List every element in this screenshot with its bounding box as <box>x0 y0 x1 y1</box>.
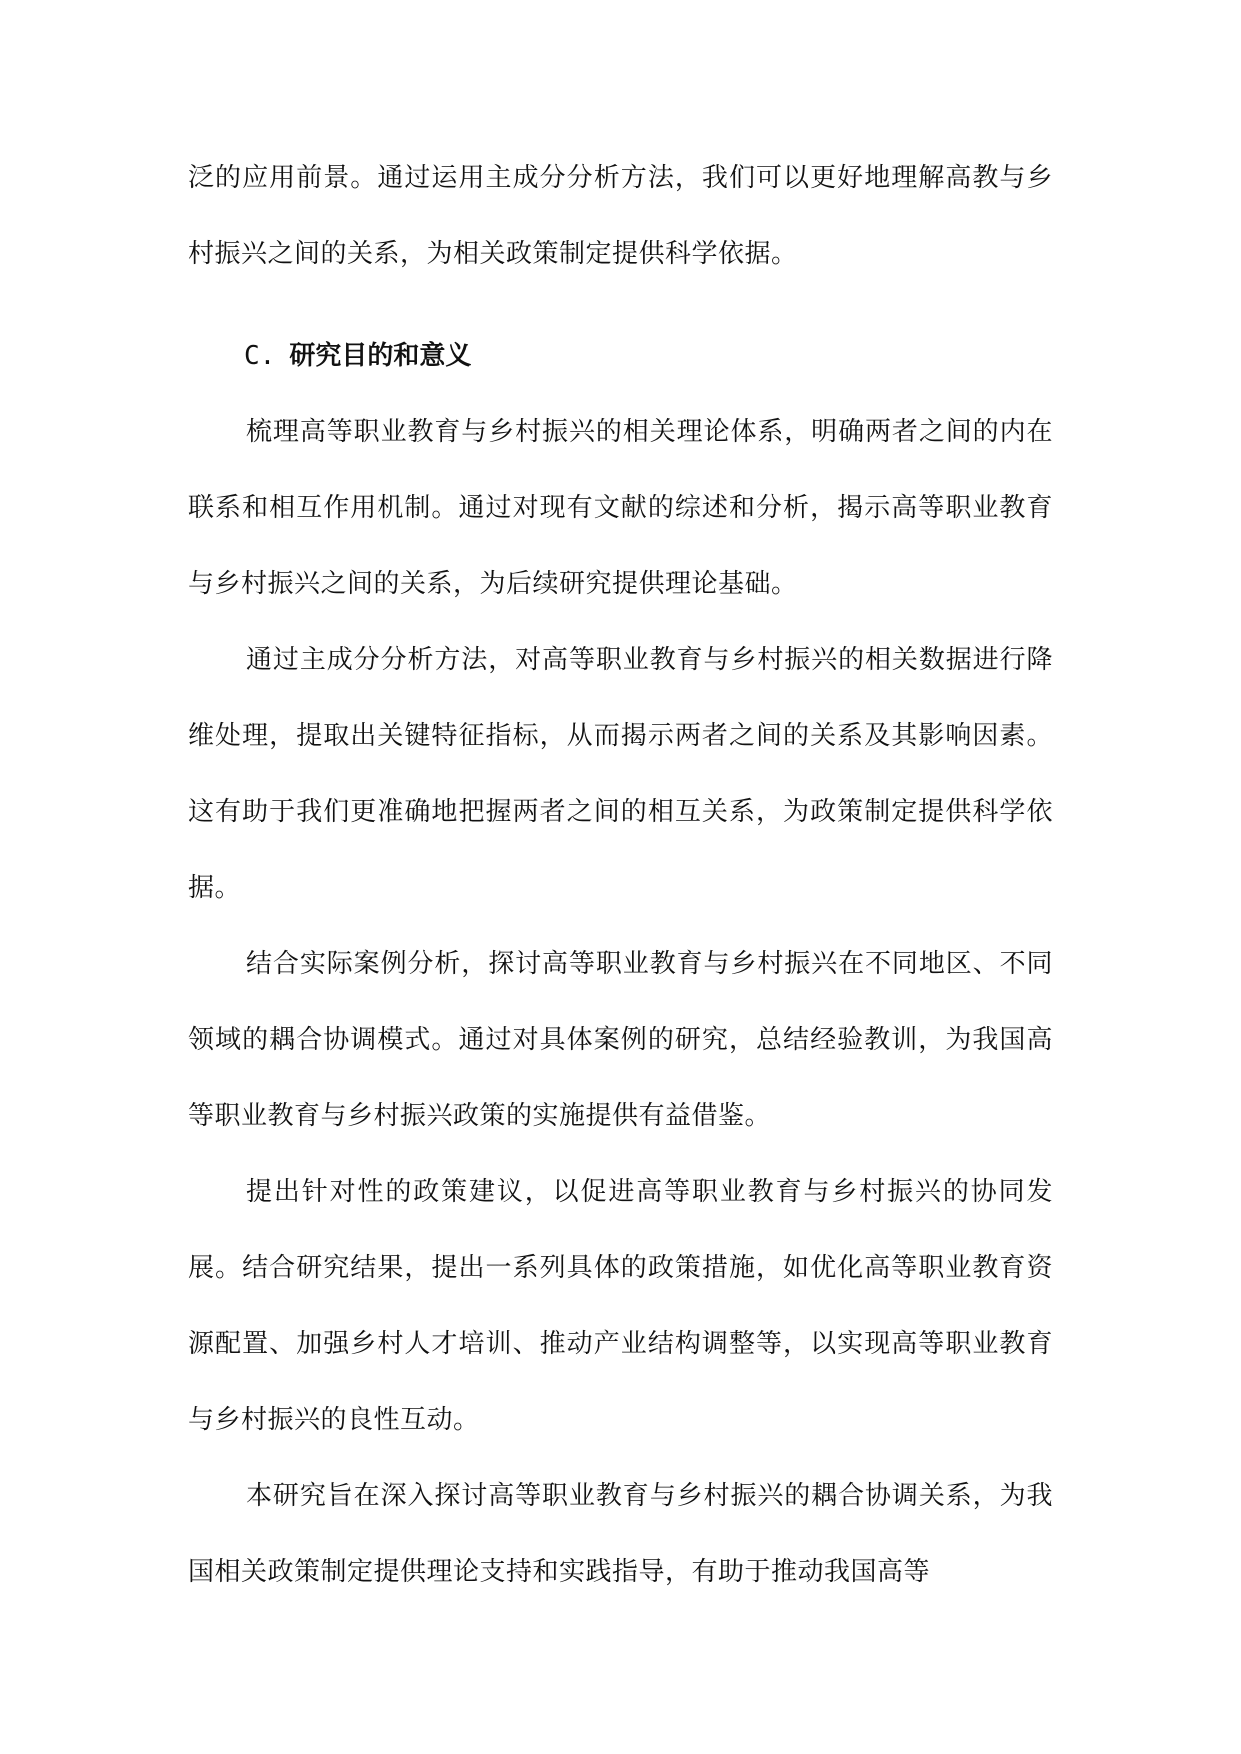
body-paragraph-1: 梳理高等职业教育与乡村振兴的相关理论体系，明确两者之间的内在联系和相互作用机制。通过对现有文献的综述和分析，揭示高等职业教育与乡村振兴之间的关系，为后续研究提供理论基础。 <box>188 417 1053 599</box>
body-paragraph-4: 提出针对性的政策建议，以促进高等职业教育与乡村振兴的协同发展。结合研究结果，提出一系列具体的政策措施，如优化高等职业教育资源配置、加强乡村人才培训、推动产业结构调整等，以实现高等职业教育与乡村振兴的良性互动。 <box>188 1177 1053 1435</box>
section-number: C. <box>244 341 276 371</box>
body-paragraph-3: 结合实际案例分析，探讨高等职业教育与乡村振兴在不同地区、不同领域的耦合协调模式。通过对具体案例的研究，总结经验教训，为我国高等职业教育与乡村振兴政策的实施提供有益借鉴。 <box>188 949 1053 1131</box>
section-title: 研究目的和意义 <box>289 341 472 371</box>
body-paragraph-5: 本研究旨在深入探讨高等职业教育与乡村振兴的耦合协调关系，为我国相关政策制定提供理论支持和实践指导，有助于推动我国高等 <box>188 1481 1053 1587</box>
body-paragraph-2: 通过主成分分析方法，对高等职业教育与乡村振兴的相关数据进行降维处理，提取出关键特征指标，从而揭示两者之间的关系及其影响因素。这有助于我们更准确地把握两者之间的相互关系，为政策制定提供科学依据。 <box>188 645 1053 903</box>
intro-paragraph: 泛的应用前景。通过运用主成分分析方法，我们可以更好地理解高教与乡村振兴之间的关系，为相关政策制定提供科学依据。 <box>188 163 1053 269</box>
section-heading <box>188 318 1053 394</box>
page-content <box>188 140 1053 1610</box>
